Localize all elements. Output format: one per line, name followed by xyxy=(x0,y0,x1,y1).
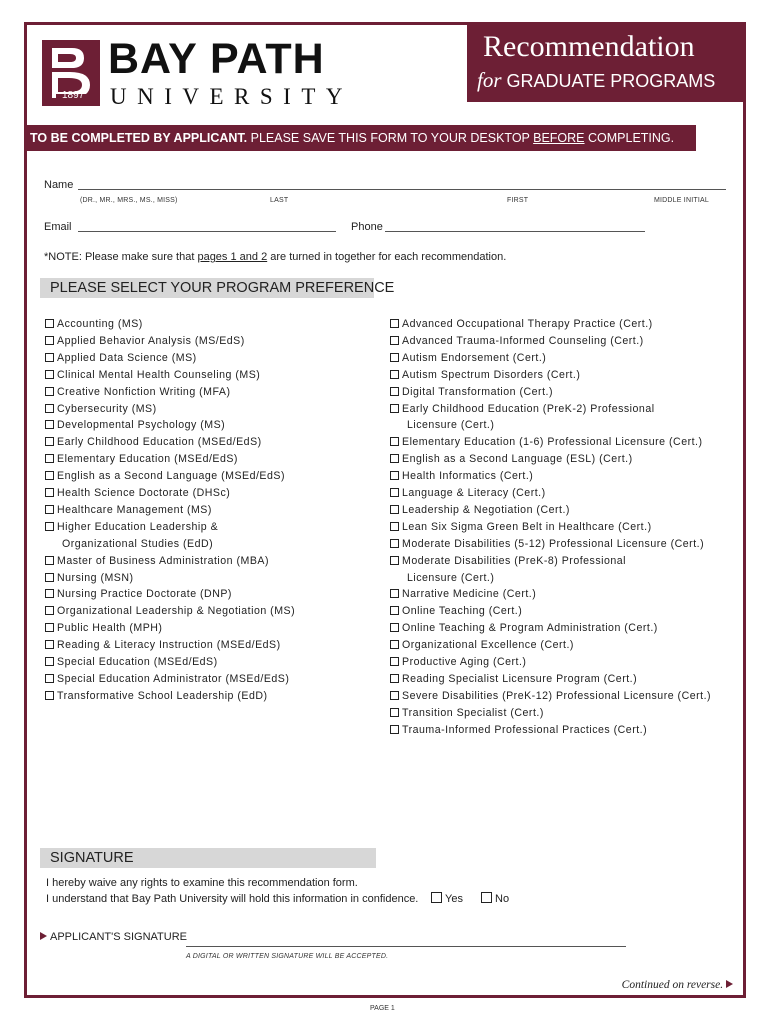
program-right-option[interactable] xyxy=(390,603,522,619)
program-left-label: Cybersecurity (MS) xyxy=(57,402,157,415)
program-right-option[interactable] xyxy=(390,468,533,484)
signature-accepted-note: A DIGITAL OR WRITTEN SIGNATURE WILL BE ACCEPTED. xyxy=(186,953,389,960)
program-right-checkbox[interactable] xyxy=(390,488,399,497)
program-right-checkbox[interactable] xyxy=(390,623,399,632)
program-right-label: Online Teaching (Cert.) xyxy=(402,605,523,618)
program-right-label: Licensure (Cert.) xyxy=(407,419,495,432)
arrow-right-icon xyxy=(40,932,47,940)
program-left-label: Reading & Literacy Instruction (MSEd/EdS) xyxy=(57,639,281,652)
program-left-option[interactable] xyxy=(45,553,269,569)
program-left-checkbox[interactable] xyxy=(45,556,54,565)
program-right-checkbox[interactable] xyxy=(390,556,399,565)
program-left-label: Nursing (MSN) xyxy=(57,571,134,584)
program-left-option[interactable] xyxy=(45,570,134,586)
program-left-option[interactable] xyxy=(45,603,295,619)
program-right-checkbox[interactable] xyxy=(390,640,399,649)
program-left-checkbox[interactable] xyxy=(45,437,54,446)
program-left-checkbox[interactable] xyxy=(45,573,54,582)
pages-note-underlined: pages 1 and 2 xyxy=(197,251,268,263)
page-number: PAGE 1 xyxy=(370,1005,395,1012)
brand-name: BAY PATH xyxy=(108,35,325,83)
program-right-label: Advanced Trauma-Informed Counseling (Cert.) xyxy=(402,334,644,347)
email-field[interactable] xyxy=(78,231,336,232)
no-label: No xyxy=(495,893,510,905)
program-left-checkbox[interactable] xyxy=(45,353,54,362)
program-right-label: Digital Transformation (Cert.) xyxy=(402,385,553,398)
program-left-label: Master of Business Administration (MBA) xyxy=(57,554,270,567)
program-left-option[interactable] xyxy=(45,586,232,602)
program-left-label: Healthcare Management (MS) xyxy=(57,503,212,516)
program-right-label: Language & Literacy (Cert.) xyxy=(402,487,546,499)
program-right-label: Trauma-Informed Professional Practices (Cert.) xyxy=(402,723,648,736)
program-right-label: Narrative Medicine (Cert.) xyxy=(402,588,537,601)
program-right-label: Lean Six Sigma Green Belt in Healthcare (Cert.) xyxy=(402,520,652,533)
program-right-option[interactable] xyxy=(390,384,553,400)
applicant-instruction-text: PLEASE SAVE THIS FORM TO YOUR DESKTOP xyxy=(247,131,534,145)
confidence-statement: I understand that Bay Path University will hold this information in confidence. xyxy=(46,893,419,905)
program-left-label: Nursing Practice Doctorate (DNP) xyxy=(57,588,232,601)
program-right-label: Transition Specialist (Cert.) xyxy=(402,706,544,719)
name-label: Name xyxy=(44,179,74,191)
applicant-signature-field[interactable] xyxy=(186,946,626,947)
program-right-option[interactable] xyxy=(390,536,704,552)
program-left-checkbox[interactable] xyxy=(45,370,54,379)
program-left-option[interactable] xyxy=(45,485,230,501)
program-right-option[interactable] xyxy=(390,502,570,518)
program-left-checkbox[interactable] xyxy=(45,505,54,514)
program-right-checkbox[interactable] xyxy=(390,353,399,362)
program-right-option[interactable] xyxy=(390,553,626,569)
program-right-label: Licensure (Cert.) xyxy=(407,571,495,584)
program-left-label: Accounting (MS) xyxy=(57,318,143,330)
program-right-label: Moderate Disabilities (PreK-8) Professional xyxy=(402,554,627,567)
program-left-option[interactable] xyxy=(45,367,260,383)
program-left-label: Clinical Mental Health Counseling (MS) xyxy=(57,368,261,381)
founding-year: 1897 xyxy=(62,90,85,101)
program-right-option[interactable] xyxy=(390,637,574,653)
program-left-checkbox[interactable] xyxy=(45,640,54,649)
program-left-label: Early Childhood Education (MSEd/EdS) xyxy=(57,436,262,449)
program-right-checkbox[interactable] xyxy=(390,404,399,413)
form-subtitle-text: GRADUATE PROGRAMS xyxy=(506,71,716,91)
program-left-label: Higher Education Leadership & xyxy=(57,520,219,533)
program-left-label: Developmental Psychology (MS) xyxy=(57,419,226,432)
no-option[interactable] xyxy=(481,891,509,907)
program-left-checkbox[interactable] xyxy=(45,657,54,666)
program-left-checkbox[interactable] xyxy=(45,623,54,632)
program-left-label: English as a Second Language (MSEd/EdS) xyxy=(57,470,285,483)
program-right-checkbox[interactable] xyxy=(390,437,399,446)
yes-option[interactable] xyxy=(431,891,463,907)
email-label: Email xyxy=(44,221,72,233)
waive-statement: I hereby waive any rights to examine this recommendation form. xyxy=(46,877,358,889)
program-right-checkbox[interactable] xyxy=(390,725,399,734)
program-left-label: Transformative School Leadership (EdD) xyxy=(57,689,268,702)
arrow-right-icon xyxy=(726,980,733,988)
program-right-label: Health Informatics (Cert.) xyxy=(402,470,534,483)
program-left-label: Health Science Doctorate (DHSc) xyxy=(57,487,231,499)
program-right-option[interactable] xyxy=(390,705,544,721)
program-left-option[interactable] xyxy=(45,384,231,400)
brand-subtitle: UNIVERSITY xyxy=(110,84,353,109)
program-left-checkbox[interactable] xyxy=(45,606,54,615)
program-left-option[interactable] xyxy=(45,417,225,433)
program-left-option[interactable] xyxy=(45,688,268,704)
name-sub-middle: MIDDLE INITIAL xyxy=(654,197,709,204)
applicant-instruction-underlined: BEFORE xyxy=(533,131,585,145)
program-left-label: Applied Data Science (MS) xyxy=(57,351,197,364)
program-left-checkbox[interactable] xyxy=(45,471,54,480)
program-right-label: Autism Spectrum Disorders (Cert.) xyxy=(402,368,581,381)
name-sub-first: FIRST xyxy=(507,197,529,204)
program-left-option[interactable] xyxy=(45,434,262,450)
program-left-label: Special Education Administrator (MSEd/EdS) xyxy=(57,672,290,685)
program-left-option[interactable] xyxy=(45,333,245,349)
program-left-label: Applied Behavior Analysis (MS/EdS) xyxy=(57,334,245,347)
applicant-signature-label xyxy=(40,929,187,945)
yes-label: Yes xyxy=(445,893,463,905)
yes-checkbox[interactable] xyxy=(431,892,442,903)
program-left-option[interactable] xyxy=(45,350,197,366)
program-right-option[interactable] xyxy=(390,434,703,450)
pages-note-start: *NOTE: Please make sure that xyxy=(44,251,198,263)
program-right-option-continued xyxy=(390,570,494,586)
program-right-label: Moderate Disabilities (5-12) Professional Licensure (Cert.) xyxy=(402,537,705,550)
program-left-option[interactable] xyxy=(45,451,238,467)
continued-text: Continued on reverse. xyxy=(621,979,724,991)
program-right-checkbox[interactable] xyxy=(390,589,399,598)
program-right-label: Advanced Occupational Therapy Practice (Cert.) xyxy=(402,318,653,330)
program-left-option[interactable] xyxy=(45,401,157,417)
name-sub-last: LAST xyxy=(270,197,289,204)
program-left-checkbox[interactable] xyxy=(45,454,54,463)
phone-label: Phone xyxy=(351,221,383,233)
program-right-option[interactable] xyxy=(390,350,546,366)
program-right-label: Leadership & Negotiation (Cert.) xyxy=(402,503,570,516)
program-left-checkbox[interactable] xyxy=(45,387,54,396)
program-left-option-continued xyxy=(45,536,213,552)
program-left-option[interactable] xyxy=(45,502,212,518)
form-subtitle xyxy=(477,68,715,93)
program-left-option[interactable] xyxy=(45,468,285,484)
program-right-option[interactable] xyxy=(390,722,647,738)
name-sub-title: (DR., MR., MRS., MS., MISS) xyxy=(80,197,178,204)
program-right-option[interactable] xyxy=(390,654,526,670)
program-left-label: Organizational Leadership & Negotiation (MS) xyxy=(57,605,296,618)
program-left-checkbox[interactable] xyxy=(45,420,54,429)
program-right-label: English as a Second Language (ESL) (Cert.) xyxy=(402,453,633,466)
program-right-option[interactable] xyxy=(390,586,536,602)
program-left-checkbox[interactable] xyxy=(45,522,54,531)
program-left-option[interactable] xyxy=(45,654,218,670)
program-right-option[interactable] xyxy=(390,401,655,417)
program-left-checkbox[interactable] xyxy=(45,319,54,328)
phone-field[interactable] xyxy=(385,231,645,232)
program-left-checkbox[interactable] xyxy=(45,589,54,598)
pages-note-end: are turned in together for each recommendation. xyxy=(267,251,507,263)
program-right-option[interactable] xyxy=(390,333,644,349)
program-right-option[interactable] xyxy=(390,620,658,636)
program-right-checkbox[interactable] xyxy=(390,387,399,396)
program-left-checkbox[interactable] xyxy=(45,488,54,497)
program-right-option[interactable] xyxy=(390,485,546,501)
program-right-label: Early Childhood Education (PreK-2) Professional xyxy=(402,402,655,415)
applicant-instruction-end: COMPLETING. xyxy=(584,131,675,145)
program-right-checkbox[interactable] xyxy=(390,336,399,345)
program-right-checkbox[interactable] xyxy=(390,691,399,700)
program-right-option[interactable] xyxy=(390,367,580,383)
program-right-option-continued xyxy=(390,417,494,433)
form-subtitle-for: for xyxy=(477,68,502,92)
program-right-checkbox[interactable] xyxy=(390,674,399,683)
program-right-option[interactable] xyxy=(390,316,653,332)
program-right-checkbox[interactable] xyxy=(390,471,399,480)
form-title-box xyxy=(467,24,743,102)
program-left-label: Elementary Education (MSEd/EdS) xyxy=(57,453,238,466)
program-right-checkbox[interactable] xyxy=(390,606,399,615)
program-right-checkbox[interactable] xyxy=(390,708,399,717)
program-section-header: PLEASE SELECT YOUR PROGRAM PREFERENCE xyxy=(40,278,374,298)
program-left-option[interactable] xyxy=(45,637,281,653)
program-left-label: Creative Nonfiction Writing (MFA) xyxy=(57,385,231,398)
program-right-label: Online Teaching & Program Administration (Cert.) xyxy=(402,622,658,635)
program-right-checkbox[interactable] xyxy=(390,370,399,379)
program-right-option[interactable] xyxy=(390,688,711,704)
program-left-checkbox[interactable] xyxy=(45,674,54,683)
program-right-label: Elementary Education (1-6) Professional Licensure (Cert.) xyxy=(402,436,703,449)
program-right-label: Organizational Excellence (Cert.) xyxy=(402,639,574,652)
program-right-label: Severe Disabilities (PreK-12) Professional Licensure (Cert.) xyxy=(402,689,712,702)
applicant-signature-text: APPLICANT'S SIGNATURE xyxy=(50,931,187,943)
applicant-instruction-bar xyxy=(24,125,696,151)
pages-note xyxy=(44,251,506,263)
program-right-checkbox[interactable] xyxy=(390,319,399,328)
program-right-checkbox[interactable] xyxy=(390,505,399,514)
program-right-label: Productive Aging (Cert.) xyxy=(402,656,527,668)
signature-section-header: SIGNATURE xyxy=(40,848,376,868)
program-right-label: Reading Specialist Licensure Program (Cert.) xyxy=(402,672,638,685)
program-left-label: Organizational Studies (EdD) xyxy=(62,537,214,550)
program-right-option[interactable] xyxy=(390,519,652,535)
continued-on-reverse xyxy=(622,979,736,991)
program-right-label: Autism Endorsement (Cert.) xyxy=(402,351,547,364)
program-left-option[interactable] xyxy=(45,316,143,332)
program-right-checkbox[interactable] xyxy=(390,522,399,531)
program-left-checkbox[interactable] xyxy=(45,336,54,345)
name-field[interactable] xyxy=(78,189,726,190)
program-right-checkbox[interactable] xyxy=(390,657,399,666)
program-left-checkbox[interactable] xyxy=(45,691,54,700)
program-right-option[interactable] xyxy=(390,451,633,467)
program-left-checkbox[interactable] xyxy=(45,404,54,413)
no-checkbox[interactable] xyxy=(481,892,492,903)
program-left-option[interactable] xyxy=(45,671,289,687)
program-right-checkbox[interactable] xyxy=(390,454,399,463)
program-left-label: Public Health (MPH) xyxy=(57,622,163,635)
program-left-label: Special Education (MSEd/EdS) xyxy=(57,656,218,668)
form-title: Recommendation xyxy=(483,30,695,63)
program-right-option[interactable] xyxy=(390,671,637,687)
program-left-option[interactable] xyxy=(45,620,162,636)
applicant-instruction-bold: TO BE COMPLETED BY APPLICANT. xyxy=(30,131,248,145)
program-right-checkbox[interactable] xyxy=(390,539,399,548)
program-left-option[interactable] xyxy=(45,519,218,535)
